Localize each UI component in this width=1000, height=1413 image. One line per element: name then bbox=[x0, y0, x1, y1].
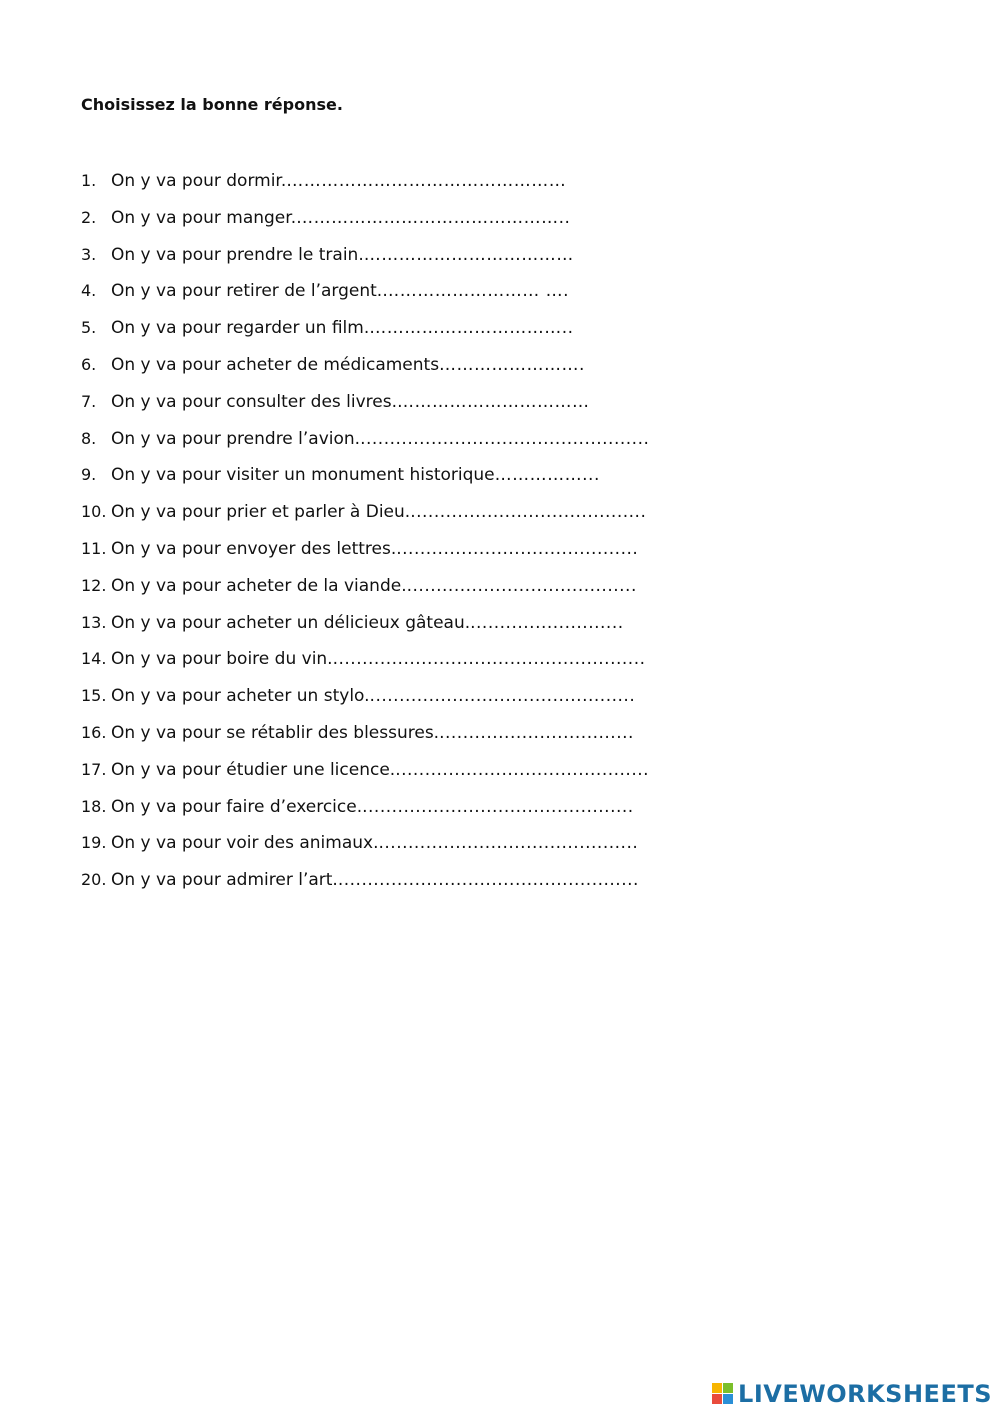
item-text: On y va pour consulter des livres. bbox=[111, 391, 398, 412]
brand-name: LIVEWORKSHEETS bbox=[738, 1380, 992, 1408]
answer-blank[interactable]: .............................................. bbox=[362, 796, 634, 817]
item-number: 3. bbox=[81, 244, 97, 264]
item-text: On y va pour visiter un monument historique bbox=[111, 465, 495, 486]
logo-square bbox=[723, 1394, 733, 1404]
item-text: On y va pour prendre le train. bbox=[111, 244, 364, 265]
answer-blank[interactable]: ............................................. bbox=[369, 686, 636, 707]
list-item bbox=[81, 538, 681, 575]
list-item bbox=[81, 391, 681, 428]
item-text: On y va pour admirer l’art. bbox=[111, 870, 338, 891]
list-item bbox=[81, 722, 681, 759]
item-number: 11. bbox=[81, 538, 107, 558]
list-item bbox=[81, 207, 681, 244]
answer-blank[interactable]: ............................................ bbox=[378, 833, 639, 854]
item-text: On y va pour boire du vin. bbox=[111, 649, 333, 670]
list-item bbox=[81, 796, 681, 833]
item-text: On y va pour se rétablir des blessures. bbox=[111, 722, 440, 743]
answer-blank[interactable]: ................................. bbox=[439, 722, 634, 743]
answer-blank[interactable]: ................................................... bbox=[337, 870, 639, 891]
item-number: 13. bbox=[81, 612, 107, 632]
item-number: 5. bbox=[81, 318, 97, 338]
list-item bbox=[81, 428, 681, 465]
item-text: On y va pour retirer de l’argent. bbox=[111, 281, 383, 302]
item-number: 18. bbox=[81, 796, 107, 816]
list-item bbox=[81, 354, 681, 391]
item-text: On y va pour prendre l’avion. bbox=[111, 428, 361, 449]
logo-square bbox=[712, 1383, 722, 1393]
list-item bbox=[81, 464, 681, 501]
item-number: 4. bbox=[81, 281, 97, 301]
list-item bbox=[81, 244, 681, 281]
answer-blank[interactable]: ……………………………………….. bbox=[296, 207, 571, 228]
item-text: On y va pour manger. bbox=[111, 207, 297, 228]
item-text: On y va pour prier et parler à Dieu. bbox=[111, 502, 411, 523]
item-text: On y va pour acheter un stylo. bbox=[111, 686, 370, 707]
list-item bbox=[81, 501, 681, 538]
item-text: On y va pour dormir. bbox=[111, 171, 287, 191]
answer-blank[interactable]: ........................................ bbox=[410, 502, 647, 523]
item-number: 10. bbox=[81, 502, 107, 522]
footer-brand bbox=[712, 1381, 992, 1407]
answer-blank[interactable]: ……………………. bbox=[439, 354, 585, 375]
item-number: 15. bbox=[81, 686, 107, 706]
list-item bbox=[81, 759, 681, 796]
item-number: 1. bbox=[81, 171, 97, 190]
item-number: 20. bbox=[81, 870, 107, 890]
list-item bbox=[81, 612, 681, 649]
answer-blank[interactable]: ......................................... bbox=[396, 538, 639, 559]
item-text: On y va pour regarder un film. bbox=[111, 318, 370, 339]
list-item bbox=[81, 280, 681, 317]
list-item bbox=[81, 317, 681, 354]
liveworksheets-logo-icon bbox=[712, 1383, 734, 1405]
answer-blank[interactable]: ……………………………… bbox=[363, 244, 574, 265]
list-item bbox=[81, 648, 681, 685]
item-number: 7. bbox=[81, 391, 97, 411]
question-list bbox=[81, 170, 681, 906]
answer-blank[interactable]: ……………………… …. bbox=[382, 281, 569, 302]
page-title: Choisissez la bonne réponse. bbox=[81, 95, 343, 114]
item-number: 16. bbox=[81, 722, 107, 742]
item-text: On y va pour envoyer des lettres. bbox=[111, 538, 397, 559]
answer-blank[interactable]: ……………... bbox=[494, 465, 600, 486]
item-number: 14. bbox=[81, 649, 107, 669]
answer-blank[interactable]: ………………………………………… bbox=[286, 171, 567, 191]
list-item bbox=[81, 832, 681, 869]
item-number: 6. bbox=[81, 354, 97, 374]
answer-blank[interactable]: …………………………….. bbox=[369, 318, 574, 339]
item-text: On y va pour acheter de médicaments bbox=[111, 354, 440, 375]
item-number: 8. bbox=[81, 428, 97, 448]
item-number: 9. bbox=[81, 465, 97, 485]
item-number: 19. bbox=[81, 833, 107, 853]
item-text: On y va pour faire d’exercice. bbox=[111, 796, 363, 817]
logo-square bbox=[712, 1394, 722, 1404]
answer-blank[interactable]: .......................... bbox=[470, 612, 624, 633]
answer-blank[interactable]: ....................................... bbox=[406, 575, 637, 596]
answer-blank[interactable]: …………………………… bbox=[397, 391, 590, 412]
item-number: 12. bbox=[81, 575, 107, 595]
answer-blank[interactable]: ................................................. bbox=[360, 428, 650, 449]
item-number: 17. bbox=[81, 759, 107, 779]
item-text: On y va pour acheter un délicieux gâteau. bbox=[111, 612, 471, 633]
list-item bbox=[81, 685, 681, 722]
list-item bbox=[81, 170, 681, 207]
list-item bbox=[81, 575, 681, 612]
list-item bbox=[81, 869, 681, 906]
answer-blank[interactable]: ........................................... bbox=[395, 759, 650, 780]
logo-square bbox=[723, 1383, 733, 1393]
item-text: On y va pour acheter de la viande. bbox=[111, 575, 407, 596]
answer-blank[interactable]: ..................................................... bbox=[332, 649, 646, 670]
item-text: On y va pour étudier une licence. bbox=[111, 759, 396, 780]
item-text: On y va pour voir des animaux. bbox=[111, 833, 379, 854]
item-number: 2. bbox=[81, 207, 97, 227]
